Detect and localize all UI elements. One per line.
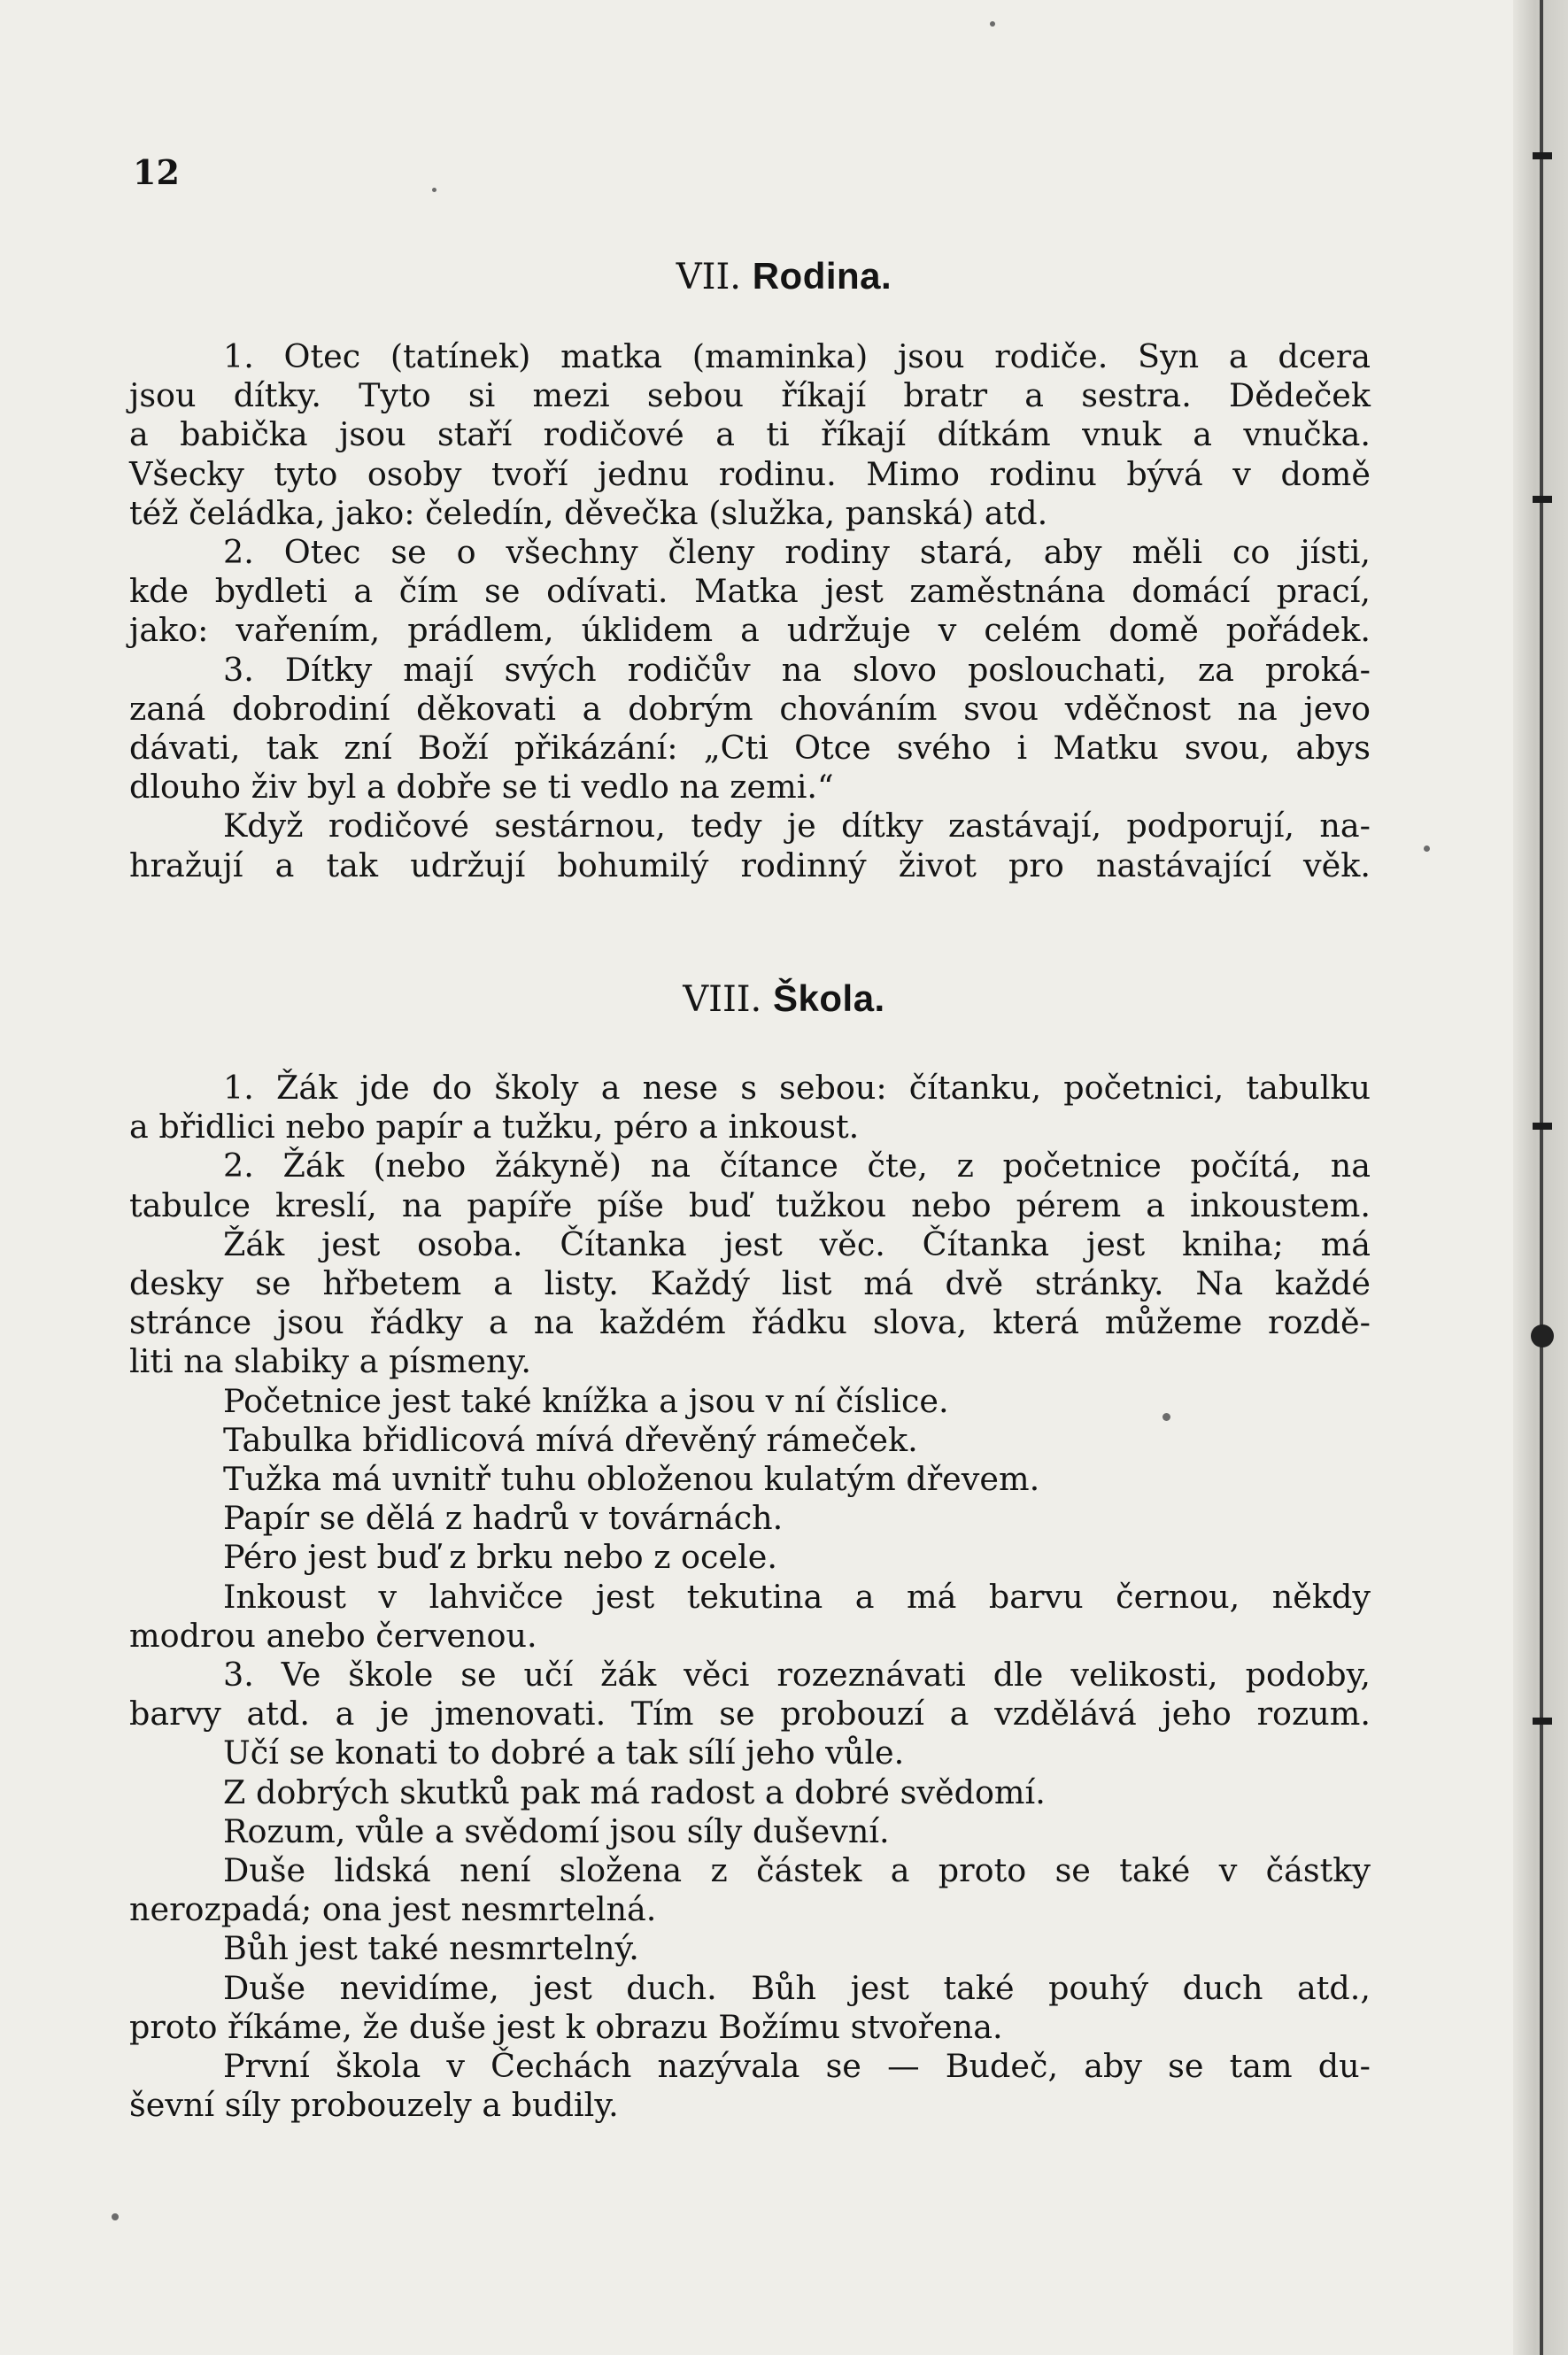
text-line: 3. Dítky mají svých rodičův na slovo poslouchati, za proká- [223,650,1371,689]
text-line: modrou anebo červenou. [129,1616,537,1655]
text-line: dávati, tak zní Boží přikázání: „Cti Otce svého i Matku svou, abys [129,729,1371,768]
text-line: dlouho živ byl a dobře se ti vedlo na zemi.“ [129,768,834,807]
edge-mark [1533,1718,1552,1725]
page-edge-line [1540,0,1543,2355]
text-line: Duše nevidíme, jest duch. Bůh jest také pouhý duch atd., [223,1968,1371,2007]
text-line: 2. Žák (nebo žákyně) na čítance čte, z početnice počítá, na [223,1147,1371,1185]
chapter-heading-skola [0,977,1568,1020]
text-line: 2. Otec se o všechny členy rodiny stará, aby měli co jísti, [223,533,1371,572]
text-line: Z dobrých skutků pak má radost a dobré svědomí. [223,1772,1046,1811]
paper-speck [432,188,436,192]
text-line: Tabulka břidlicová mívá dřevěný rámeček. [223,1420,918,1459]
text-line: též čeládka, jako: čeledín, děvečka (služka, panská) atd. [129,493,1048,532]
section-text-rodina [129,337,1371,885]
text-line: jsou dítky. Tyto si mezi sebou říkají bratr a sestra. Dědeček [129,376,1371,415]
text-line: Tužka má uvnitř tuhu obloženou kulatým dřevem. [223,1460,1040,1499]
text-line: Početnice jest také knížka a jsou v ní číslice. [223,1381,949,1420]
text-line: Péro jest buď z brku nebo z ocele. [223,1538,777,1577]
text-line: Učí se konati to dobré a tak sílí jeho vůle. [223,1733,905,1772]
section-text-skola [129,1069,1371,2125]
edge-mark [1533,496,1552,503]
text-line: hražují a tak udržují bohumilý rodinný život pro nastávající věk. [129,845,1371,884]
text-line: Když rodičové sestárnou, tedy je dítky zastávají, podporují, na- [223,807,1371,845]
text-line: zaná dobrodiní děkovati a dobrým chováním svou vděčnost na jevo [129,689,1371,728]
text-line: a babička jsou staří rodičové a ti říkají dítkám vnuk a vnučka. [129,415,1371,454]
paper-speck [990,21,995,27]
text-line: liti na slabiky a písmeny. [129,1342,531,1381]
text-line: barvy atd. a je jmenovati. Tím se probouzí a vzdělává jeho rozum. [129,1695,1371,1733]
text-line: jako: vařením, prádlem, úklidem a udržuje v celém domě pořádek. [129,611,1371,650]
edge-mark [1533,152,1552,159]
text-line: stránce jsou řádky a na každém řádku slova, která můžeme rozdě- [129,1303,1371,1342]
text-line: Žák jest osoba. Čítanka jest věc. Čítanka jest kniha; má [223,1224,1371,1263]
text-line: Duše lidská není složena z částek a proto se také v částky [223,1851,1371,1890]
text-line: Inkoust v lahvičce jest tekutina a má barvu černou, někdy [223,1577,1371,1616]
text-line: Rozum, vůle a svědomí jsou síly duševní. [223,1811,890,1850]
text-line: Všecky tyto osoby tvoří jednu rodinu. Mimo rodinu bývá v domě [129,454,1371,493]
text-line: kde bydleti a čím se odívati. Matka jest zaměstnána domácí prací, [129,572,1371,611]
chapter-title: Rodina. [752,255,892,297]
text-line: 3. Ve škole se učí žák věci rozeznávati dle velikosti, podoby, [223,1656,1371,1695]
text-line: Papír se dělá z hadrů v továrnách. [223,1499,784,1538]
text-line: Bůh jest také nesmrtelný. [223,1929,639,1968]
text-line: ševní síly probouzely a budily. [129,2086,619,2125]
chapter-heading-rodina [0,255,1568,297]
chapter-title: Škola. [773,977,885,1019]
text-line: tabulce kreslí, na papíře píše buď tužkou nebo pérem a inkoustem. [129,1185,1371,1224]
paper-speck [112,2213,119,2220]
text-line: První škola v Čechách nazývala se — Budeč, aby se tam du- [223,2047,1371,2086]
text-line: desky se hřbetem a listy. Každý list má dvě stránky. Na každé [129,1264,1371,1303]
page-number: 12 [133,152,180,192]
text-line: 1. Žák jde do školy a nese s sebou: čítanku, početnici, tabulku [223,1069,1371,1107]
text-line: a břidlici nebo papír a tužku, péro a inkoust. [129,1108,860,1147]
chapter-number: VIII. [683,979,762,1020]
text-line: 1. Otec (tatínek) matka (maminka) jsou rodiče. Syn a dcera [223,337,1371,375]
edge-dot [1531,1324,1554,1347]
text-line: nerozpadá; ona jest nesmrtelná. [129,1890,657,1929]
paper-speck [1424,845,1430,852]
chapter-number: VII. [676,257,741,297]
edge-mark [1533,1123,1552,1130]
text-line: proto říkáme, že duše jest k obrazu Božímu stvořena. [129,2007,1003,2046]
